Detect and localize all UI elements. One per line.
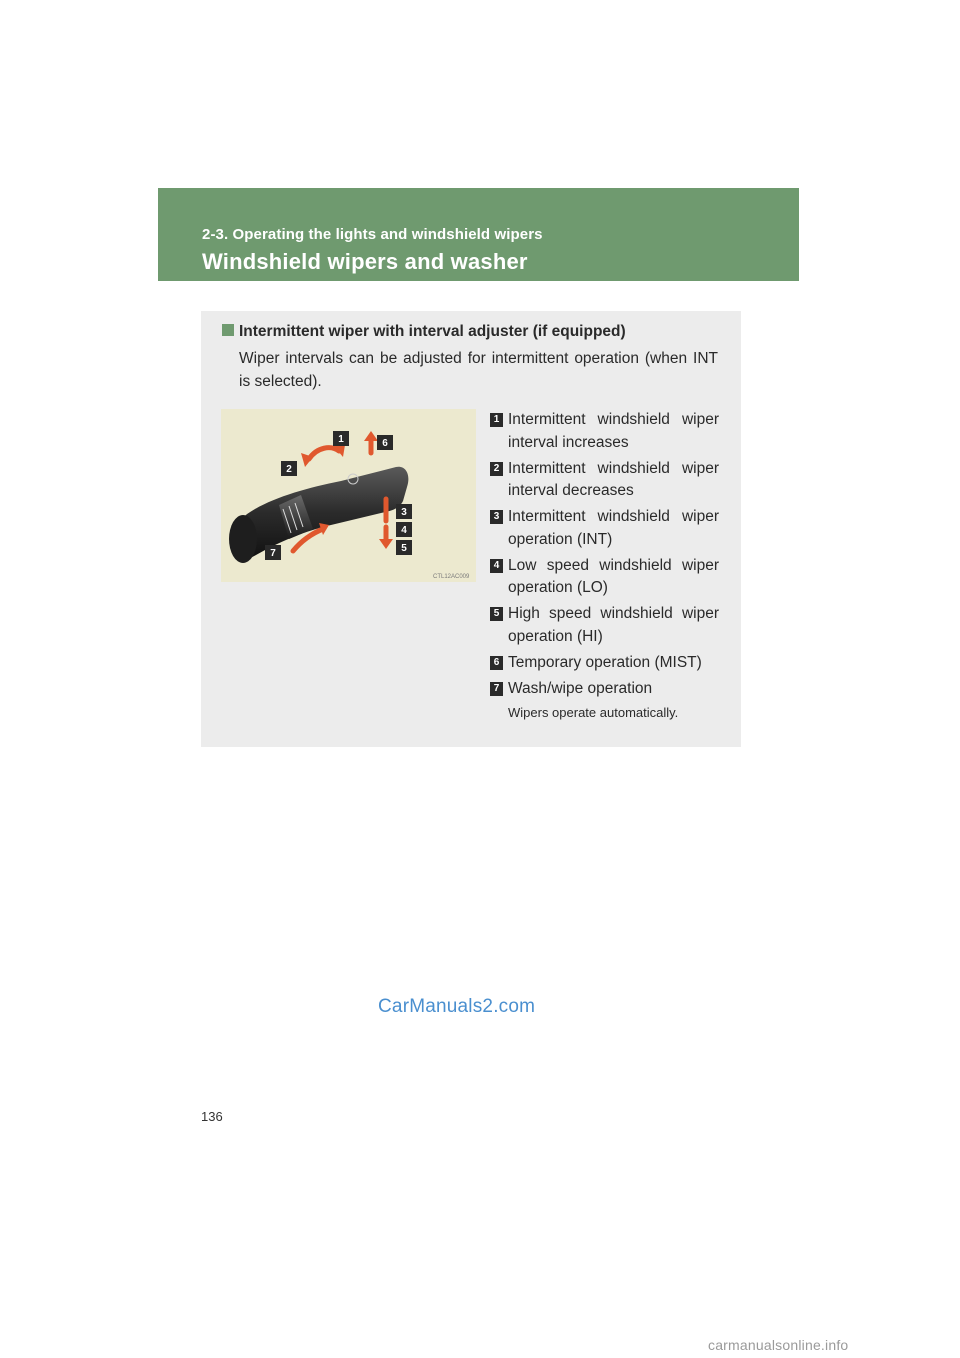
number-badge: 7 [490, 682, 503, 696]
number-badge: 2 [490, 462, 503, 476]
callout-3: 3 [401, 507, 407, 518]
page-title: Windshield wipers and washer [202, 249, 528, 274]
list-item [490, 506, 719, 551]
number-badge: 4 [490, 559, 503, 573]
callout-7: 7 [270, 548, 276, 559]
panel-intro: Wiper intervals can be adjusted for intermittent operation (when INT is selected). [239, 350, 718, 390]
callout-6: 6 [382, 438, 388, 449]
number-badge: 1 [490, 413, 503, 427]
number-badge: 6 [490, 656, 503, 670]
list-item [490, 458, 719, 503]
list-item [490, 603, 719, 648]
number-badge: 5 [490, 607, 503, 621]
wiper-lever-figure [221, 409, 476, 582]
item-text: Intermittent windshield wiper operation (INT) [508, 508, 719, 548]
info-panel [201, 311, 741, 747]
list-item [490, 409, 719, 454]
callout-4: 4 [401, 525, 407, 536]
panel-heading [222, 323, 626, 341]
section-label: 2-3. Operating the lights and windshield wipers [202, 226, 543, 243]
section-header [158, 188, 799, 281]
item-text: Intermittent windshield wiper interval increases [508, 411, 719, 451]
callout-2: 2 [286, 464, 292, 475]
list-item [490, 678, 719, 701]
operation-list [490, 409, 719, 720]
callout-5: 5 [401, 543, 407, 554]
panel-heading-text: Intermittent wiper with interval adjuster (if equipped) [239, 323, 626, 340]
item-text: High speed windshield wiper operation (HI) [508, 605, 719, 645]
item-text: Low speed windshield wiper operation (LO) [508, 556, 719, 596]
item-text: Wash/wipe operation [508, 679, 653, 697]
page-number: 136 [201, 1109, 223, 1124]
footer-watermark: carmanualsonline.info [708, 1337, 849, 1353]
item-text: Temporary operation (MIST) [508, 653, 702, 671]
number-badge: 3 [490, 510, 503, 524]
list-item [490, 555, 719, 600]
item-note: Wipers operate automatically. [508, 705, 679, 720]
item-text: Intermittent windshield wiper interval decreases [508, 459, 719, 499]
bullet-square-icon [222, 324, 234, 336]
list-item [490, 652, 719, 675]
watermark-link[interactable]: CarManuals2.com [378, 996, 536, 1017]
wiper-lever-illustration [221, 409, 476, 582]
figure-code: CTL12AC009 [433, 574, 470, 580]
callout-1: 1 [338, 434, 344, 445]
